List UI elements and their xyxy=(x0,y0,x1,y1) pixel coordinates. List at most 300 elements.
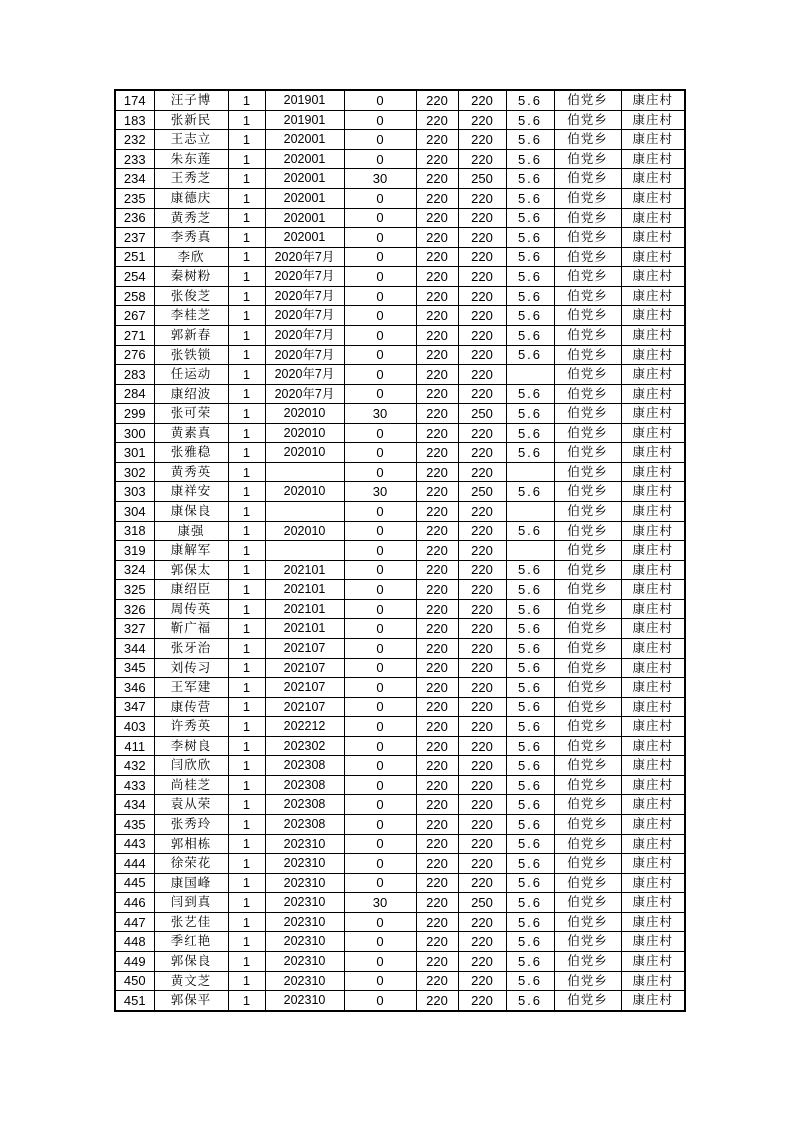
cell-adjustment: 0 xyxy=(344,815,416,835)
cell-township: 伯党乡 xyxy=(554,991,621,1011)
cell-adjustment: 0 xyxy=(344,756,416,776)
cell-adjustment: 0 xyxy=(344,854,416,874)
cell-village: 康庄村 xyxy=(621,560,685,580)
cell-adjustment: 0 xyxy=(344,795,416,815)
cell-count: 1 xyxy=(228,599,265,619)
cell-base-amount: 220 xyxy=(416,541,458,561)
cell-name: 周传英 xyxy=(154,599,228,619)
cell-issue-month: 2020年7月 xyxy=(265,306,344,326)
table-row xyxy=(115,267,685,287)
cell-name: 张俊芝 xyxy=(154,286,228,306)
cell-base-amount: 220 xyxy=(416,149,458,169)
cell-township: 伯党乡 xyxy=(554,580,621,600)
table-row xyxy=(115,169,685,189)
cell-name: 秦树粉 xyxy=(154,267,228,287)
cell-rate: 5.6 xyxy=(506,580,554,600)
cell-count: 1 xyxy=(228,404,265,424)
cell-total-amount: 220 xyxy=(458,325,506,345)
cell-issue-month xyxy=(265,541,344,561)
cell-village: 康庄村 xyxy=(621,306,685,326)
cell-adjustment: 0 xyxy=(344,462,416,482)
cell-adjustment: 0 xyxy=(344,991,416,1011)
table-row xyxy=(115,482,685,502)
cell-issue-month: 202310 xyxy=(265,991,344,1011)
cell-base-amount: 220 xyxy=(416,599,458,619)
cell-village: 康庄村 xyxy=(621,717,685,737)
cell-rate: 5.6 xyxy=(506,873,554,893)
cell-base-amount: 220 xyxy=(416,795,458,815)
cell-adjustment: 0 xyxy=(344,306,416,326)
cell-adjustment: 0 xyxy=(344,247,416,267)
cell-name: 李桂芝 xyxy=(154,306,228,326)
cell-village: 康庄村 xyxy=(621,678,685,698)
cell-seq-no: 303 xyxy=(115,482,154,502)
cell-issue-month: 202010 xyxy=(265,404,344,424)
cell-issue-month: 202010 xyxy=(265,443,344,463)
cell-rate: 5.6 xyxy=(506,149,554,169)
cell-adjustment: 0 xyxy=(344,678,416,698)
cell-rate: 5.6 xyxy=(506,912,554,932)
cell-adjustment: 0 xyxy=(344,599,416,619)
cell-village: 康庄村 xyxy=(621,697,685,717)
cell-village: 康庄村 xyxy=(621,893,685,913)
cell-total-amount: 220 xyxy=(458,110,506,130)
cell-township: 伯党乡 xyxy=(554,560,621,580)
cell-issue-month: 202101 xyxy=(265,580,344,600)
cell-name: 汪子博 xyxy=(154,90,228,110)
cell-name: 许秀英 xyxy=(154,717,228,737)
cell-total-amount: 220 xyxy=(458,443,506,463)
table-row xyxy=(115,502,685,522)
cell-name: 康绍波 xyxy=(154,384,228,404)
table-row xyxy=(115,971,685,991)
cell-village: 康庄村 xyxy=(621,384,685,404)
cell-name: 康德庆 xyxy=(154,189,228,209)
cell-rate: 5.6 xyxy=(506,443,554,463)
cell-issue-month: 202310 xyxy=(265,893,344,913)
cell-seq-no: 304 xyxy=(115,502,154,522)
cell-name: 黄文芝 xyxy=(154,971,228,991)
cell-total-amount: 220 xyxy=(458,736,506,756)
cell-base-amount: 220 xyxy=(416,834,458,854)
cell-seq-no: 251 xyxy=(115,247,154,267)
cell-count: 1 xyxy=(228,951,265,971)
cell-rate: 5.6 xyxy=(506,404,554,424)
cell-village: 康庄村 xyxy=(621,834,685,854)
cell-issue-month: 202310 xyxy=(265,854,344,874)
cell-seq-no: 174 xyxy=(115,90,154,110)
cell-total-amount: 220 xyxy=(458,932,506,952)
cell-adjustment: 0 xyxy=(344,286,416,306)
cell-name: 朱东莲 xyxy=(154,149,228,169)
cell-adjustment: 0 xyxy=(344,873,416,893)
cell-rate: 5.6 xyxy=(506,423,554,443)
table-row xyxy=(115,717,685,737)
table-row xyxy=(115,345,685,365)
cell-township: 伯党乡 xyxy=(554,521,621,541)
cell-village: 康庄村 xyxy=(621,443,685,463)
cell-township: 伯党乡 xyxy=(554,697,621,717)
table-row xyxy=(115,834,685,854)
cell-village: 康庄村 xyxy=(621,365,685,385)
cell-total-amount: 220 xyxy=(458,502,506,522)
table-row xyxy=(115,90,685,110)
cell-total-amount: 220 xyxy=(458,208,506,228)
table-row xyxy=(115,110,685,130)
cell-issue-month: 202101 xyxy=(265,619,344,639)
table-row xyxy=(115,423,685,443)
cell-total-amount: 220 xyxy=(458,267,506,287)
cell-village: 康庄村 xyxy=(621,169,685,189)
cell-seq-no: 283 xyxy=(115,365,154,385)
cell-name: 康解军 xyxy=(154,541,228,561)
cell-village: 康庄村 xyxy=(621,149,685,169)
cell-rate: 5.6 xyxy=(506,991,554,1011)
cell-issue-month: 202010 xyxy=(265,521,344,541)
cell-count: 1 xyxy=(228,775,265,795)
table-row xyxy=(115,854,685,874)
cell-adjustment: 0 xyxy=(344,560,416,580)
cell-seq-no: 403 xyxy=(115,717,154,737)
cell-name: 康绍臣 xyxy=(154,580,228,600)
cell-total-amount: 220 xyxy=(458,991,506,1011)
cell-count: 1 xyxy=(228,991,265,1011)
cell-rate: 5.6 xyxy=(506,130,554,150)
cell-adjustment: 0 xyxy=(344,697,416,717)
cell-count: 1 xyxy=(228,110,265,130)
cell-name: 刘传习 xyxy=(154,658,228,678)
cell-village: 康庄村 xyxy=(621,795,685,815)
cell-seq-no: 450 xyxy=(115,971,154,991)
cell-name: 靳广福 xyxy=(154,619,228,639)
cell-village: 康庄村 xyxy=(621,541,685,561)
cell-count: 1 xyxy=(228,208,265,228)
cell-seq-no: 319 xyxy=(115,541,154,561)
cell-count: 1 xyxy=(228,658,265,678)
cell-name: 徐荣花 xyxy=(154,854,228,874)
cell-village: 康庄村 xyxy=(621,991,685,1011)
cell-total-amount: 220 xyxy=(458,130,506,150)
cell-base-amount: 220 xyxy=(416,130,458,150)
cell-village: 康庄村 xyxy=(621,873,685,893)
cell-adjustment: 0 xyxy=(344,90,416,110)
cell-name: 季红艳 xyxy=(154,932,228,952)
cell-township: 伯党乡 xyxy=(554,893,621,913)
cell-issue-month: 202107 xyxy=(265,678,344,698)
cell-count: 1 xyxy=(228,443,265,463)
cell-issue-month: 201901 xyxy=(265,90,344,110)
cell-name: 尚桂芝 xyxy=(154,775,228,795)
cell-township: 伯党乡 xyxy=(554,873,621,893)
cell-adjustment: 30 xyxy=(344,893,416,913)
cell-seq-no: 411 xyxy=(115,736,154,756)
cell-township: 伯党乡 xyxy=(554,149,621,169)
cell-village: 康庄村 xyxy=(621,130,685,150)
cell-village: 康庄村 xyxy=(621,325,685,345)
cell-village: 康庄村 xyxy=(621,286,685,306)
cell-township: 伯党乡 xyxy=(554,658,621,678)
cell-total-amount: 220 xyxy=(458,795,506,815)
cell-count: 1 xyxy=(228,325,265,345)
cell-seq-no: 435 xyxy=(115,815,154,835)
cell-total-amount: 220 xyxy=(458,854,506,874)
cell-township: 伯党乡 xyxy=(554,541,621,561)
cell-issue-month: 202310 xyxy=(265,971,344,991)
cell-total-amount: 220 xyxy=(458,306,506,326)
cell-issue-month: 202308 xyxy=(265,756,344,776)
cell-count: 1 xyxy=(228,247,265,267)
cell-village: 康庄村 xyxy=(621,110,685,130)
cell-base-amount: 220 xyxy=(416,697,458,717)
cell-township: 伯党乡 xyxy=(554,834,621,854)
roster-table-body xyxy=(115,90,685,1011)
cell-village: 康庄村 xyxy=(621,951,685,971)
cell-adjustment: 0 xyxy=(344,912,416,932)
cell-village: 康庄村 xyxy=(621,228,685,248)
cell-seq-no: 433 xyxy=(115,775,154,795)
cell-total-amount: 220 xyxy=(458,658,506,678)
cell-rate: 5.6 xyxy=(506,599,554,619)
cell-seq-no: 434 xyxy=(115,795,154,815)
cell-total-amount: 250 xyxy=(458,404,506,424)
cell-village: 康庄村 xyxy=(621,502,685,522)
cell-total-amount: 220 xyxy=(458,717,506,737)
cell-name: 王军建 xyxy=(154,678,228,698)
cell-seq-no: 300 xyxy=(115,423,154,443)
cell-total-amount: 220 xyxy=(458,345,506,365)
cell-adjustment: 0 xyxy=(344,110,416,130)
cell-name: 袁从荣 xyxy=(154,795,228,815)
cell-count: 1 xyxy=(228,854,265,874)
cell-base-amount: 220 xyxy=(416,951,458,971)
cell-name: 张新民 xyxy=(154,110,228,130)
cell-count: 1 xyxy=(228,90,265,110)
cell-adjustment: 0 xyxy=(344,443,416,463)
cell-village: 康庄村 xyxy=(621,932,685,952)
cell-seq-no: 449 xyxy=(115,951,154,971)
cell-township: 伯党乡 xyxy=(554,228,621,248)
cell-seq-no: 183 xyxy=(115,110,154,130)
cell-seq-no: 448 xyxy=(115,932,154,952)
cell-village: 康庄村 xyxy=(621,815,685,835)
cell-count: 1 xyxy=(228,580,265,600)
cell-seq-no: 446 xyxy=(115,893,154,913)
table-row xyxy=(115,599,685,619)
cell-rate xyxy=(506,502,554,522)
cell-adjustment: 0 xyxy=(344,638,416,658)
cell-base-amount: 220 xyxy=(416,619,458,639)
cell-village: 康庄村 xyxy=(621,462,685,482)
cell-adjustment: 0 xyxy=(344,717,416,737)
cell-rate: 5.6 xyxy=(506,110,554,130)
cell-seq-no: 233 xyxy=(115,149,154,169)
cell-name: 郭新春 xyxy=(154,325,228,345)
cell-name: 康传营 xyxy=(154,697,228,717)
cell-village: 康庄村 xyxy=(621,482,685,502)
table-row xyxy=(115,756,685,776)
cell-adjustment: 0 xyxy=(344,345,416,365)
cell-total-amount: 220 xyxy=(458,247,506,267)
table-row xyxy=(115,678,685,698)
cell-seq-no: 324 xyxy=(115,560,154,580)
cell-township: 伯党乡 xyxy=(554,110,621,130)
cell-base-amount: 220 xyxy=(416,384,458,404)
cell-base-amount: 220 xyxy=(416,991,458,1011)
cell-count: 1 xyxy=(228,971,265,991)
table-row xyxy=(115,247,685,267)
cell-seq-no: 327 xyxy=(115,619,154,639)
cell-seq-no: 443 xyxy=(115,834,154,854)
cell-adjustment: 0 xyxy=(344,365,416,385)
cell-issue-month: 202308 xyxy=(265,815,344,835)
cell-base-amount: 220 xyxy=(416,717,458,737)
cell-name: 康强 xyxy=(154,521,228,541)
cell-village: 康庄村 xyxy=(621,638,685,658)
cell-count: 1 xyxy=(228,482,265,502)
cell-township: 伯党乡 xyxy=(554,482,621,502)
table-row xyxy=(115,560,685,580)
cell-seq-no: 236 xyxy=(115,208,154,228)
cell-issue-month xyxy=(265,462,344,482)
cell-count: 1 xyxy=(228,834,265,854)
cell-issue-month: 202001 xyxy=(265,130,344,150)
cell-issue-month: 2020年7月 xyxy=(265,247,344,267)
cell-issue-month: 202107 xyxy=(265,697,344,717)
cell-total-amount: 250 xyxy=(458,169,506,189)
cell-base-amount: 220 xyxy=(416,443,458,463)
table-row xyxy=(115,228,685,248)
cell-township: 伯党乡 xyxy=(554,130,621,150)
cell-township: 伯党乡 xyxy=(554,599,621,619)
cell-issue-month: 202001 xyxy=(265,208,344,228)
cell-township: 伯党乡 xyxy=(554,854,621,874)
cell-total-amount: 220 xyxy=(458,521,506,541)
cell-issue-month: 202310 xyxy=(265,912,344,932)
table-row xyxy=(115,384,685,404)
cell-total-amount: 220 xyxy=(458,580,506,600)
cell-name: 李欣 xyxy=(154,247,228,267)
cell-base-amount: 220 xyxy=(416,580,458,600)
cell-count: 1 xyxy=(228,228,265,248)
cell-base-amount: 220 xyxy=(416,306,458,326)
cell-issue-month: 202308 xyxy=(265,775,344,795)
cell-issue-month: 2020年7月 xyxy=(265,325,344,345)
table-row xyxy=(115,286,685,306)
cell-rate: 5.6 xyxy=(506,678,554,698)
cell-rate: 5.6 xyxy=(506,893,554,913)
cell-township: 伯党乡 xyxy=(554,365,621,385)
cell-base-amount: 220 xyxy=(416,325,458,345)
cell-seq-no: 432 xyxy=(115,756,154,776)
cell-count: 1 xyxy=(228,306,265,326)
cell-count: 1 xyxy=(228,541,265,561)
cell-base-amount: 220 xyxy=(416,228,458,248)
cell-name: 张铁锁 xyxy=(154,345,228,365)
cell-issue-month: 201901 xyxy=(265,110,344,130)
cell-count: 1 xyxy=(228,149,265,169)
cell-total-amount: 220 xyxy=(458,462,506,482)
cell-count: 1 xyxy=(228,717,265,737)
cell-township: 伯党乡 xyxy=(554,756,621,776)
cell-township: 伯党乡 xyxy=(554,932,621,952)
cell-township: 伯党乡 xyxy=(554,267,621,287)
cell-seq-no: 237 xyxy=(115,228,154,248)
cell-name: 郭保太 xyxy=(154,560,228,580)
cell-base-amount: 220 xyxy=(416,912,458,932)
cell-township: 伯党乡 xyxy=(554,423,621,443)
cell-total-amount: 220 xyxy=(458,384,506,404)
cell-village: 康庄村 xyxy=(621,971,685,991)
cell-name: 闫欣欣 xyxy=(154,756,228,776)
cell-name: 康保良 xyxy=(154,502,228,522)
cell-rate: 5.6 xyxy=(506,658,554,678)
cell-adjustment: 0 xyxy=(344,658,416,678)
cell-total-amount: 220 xyxy=(458,365,506,385)
cell-count: 1 xyxy=(228,912,265,932)
cell-rate: 5.6 xyxy=(506,619,554,639)
cell-adjustment: 0 xyxy=(344,189,416,209)
cell-base-amount: 220 xyxy=(416,815,458,835)
cell-total-amount: 220 xyxy=(458,90,506,110)
table-row xyxy=(115,619,685,639)
cell-base-amount: 220 xyxy=(416,873,458,893)
cell-base-amount: 220 xyxy=(416,775,458,795)
cell-count: 1 xyxy=(228,619,265,639)
cell-base-amount: 220 xyxy=(416,286,458,306)
table-row xyxy=(115,775,685,795)
table-row xyxy=(115,130,685,150)
cell-issue-month: 202001 xyxy=(265,228,344,248)
cell-adjustment: 0 xyxy=(344,971,416,991)
cell-township: 伯党乡 xyxy=(554,345,621,365)
table-row xyxy=(115,521,685,541)
cell-name: 李秀真 xyxy=(154,228,228,248)
cell-adjustment: 0 xyxy=(344,541,416,561)
cell-name: 黄素真 xyxy=(154,423,228,443)
cell-seq-no: 344 xyxy=(115,638,154,658)
cell-seq-no: 346 xyxy=(115,678,154,698)
cell-adjustment: 0 xyxy=(344,208,416,228)
cell-name: 王秀芝 xyxy=(154,169,228,189)
cell-count: 1 xyxy=(228,130,265,150)
cell-issue-month: 202107 xyxy=(265,638,344,658)
cell-name: 郭保良 xyxy=(154,951,228,971)
cell-issue-month: 202001 xyxy=(265,169,344,189)
cell-total-amount: 220 xyxy=(458,599,506,619)
cell-total-amount: 220 xyxy=(458,815,506,835)
cell-total-amount: 220 xyxy=(458,286,506,306)
cell-seq-no: 444 xyxy=(115,854,154,874)
cell-village: 康庄村 xyxy=(621,599,685,619)
table-row xyxy=(115,208,685,228)
cell-rate: 5.6 xyxy=(506,775,554,795)
cell-base-amount: 220 xyxy=(416,658,458,678)
cell-name: 李树良 xyxy=(154,736,228,756)
cell-township: 伯党乡 xyxy=(554,169,621,189)
cell-village: 康庄村 xyxy=(621,189,685,209)
cell-village: 康庄村 xyxy=(621,912,685,932)
cell-count: 1 xyxy=(228,932,265,952)
cell-issue-month: 2020年7月 xyxy=(265,267,344,287)
cell-township: 伯党乡 xyxy=(554,325,621,345)
cell-issue-month: 202101 xyxy=(265,599,344,619)
cell-seq-no: 301 xyxy=(115,443,154,463)
cell-issue-month: 2020年7月 xyxy=(265,384,344,404)
cell-base-amount: 220 xyxy=(416,365,458,385)
table-row xyxy=(115,306,685,326)
cell-adjustment: 30 xyxy=(344,169,416,189)
cell-seq-no: 271 xyxy=(115,325,154,345)
